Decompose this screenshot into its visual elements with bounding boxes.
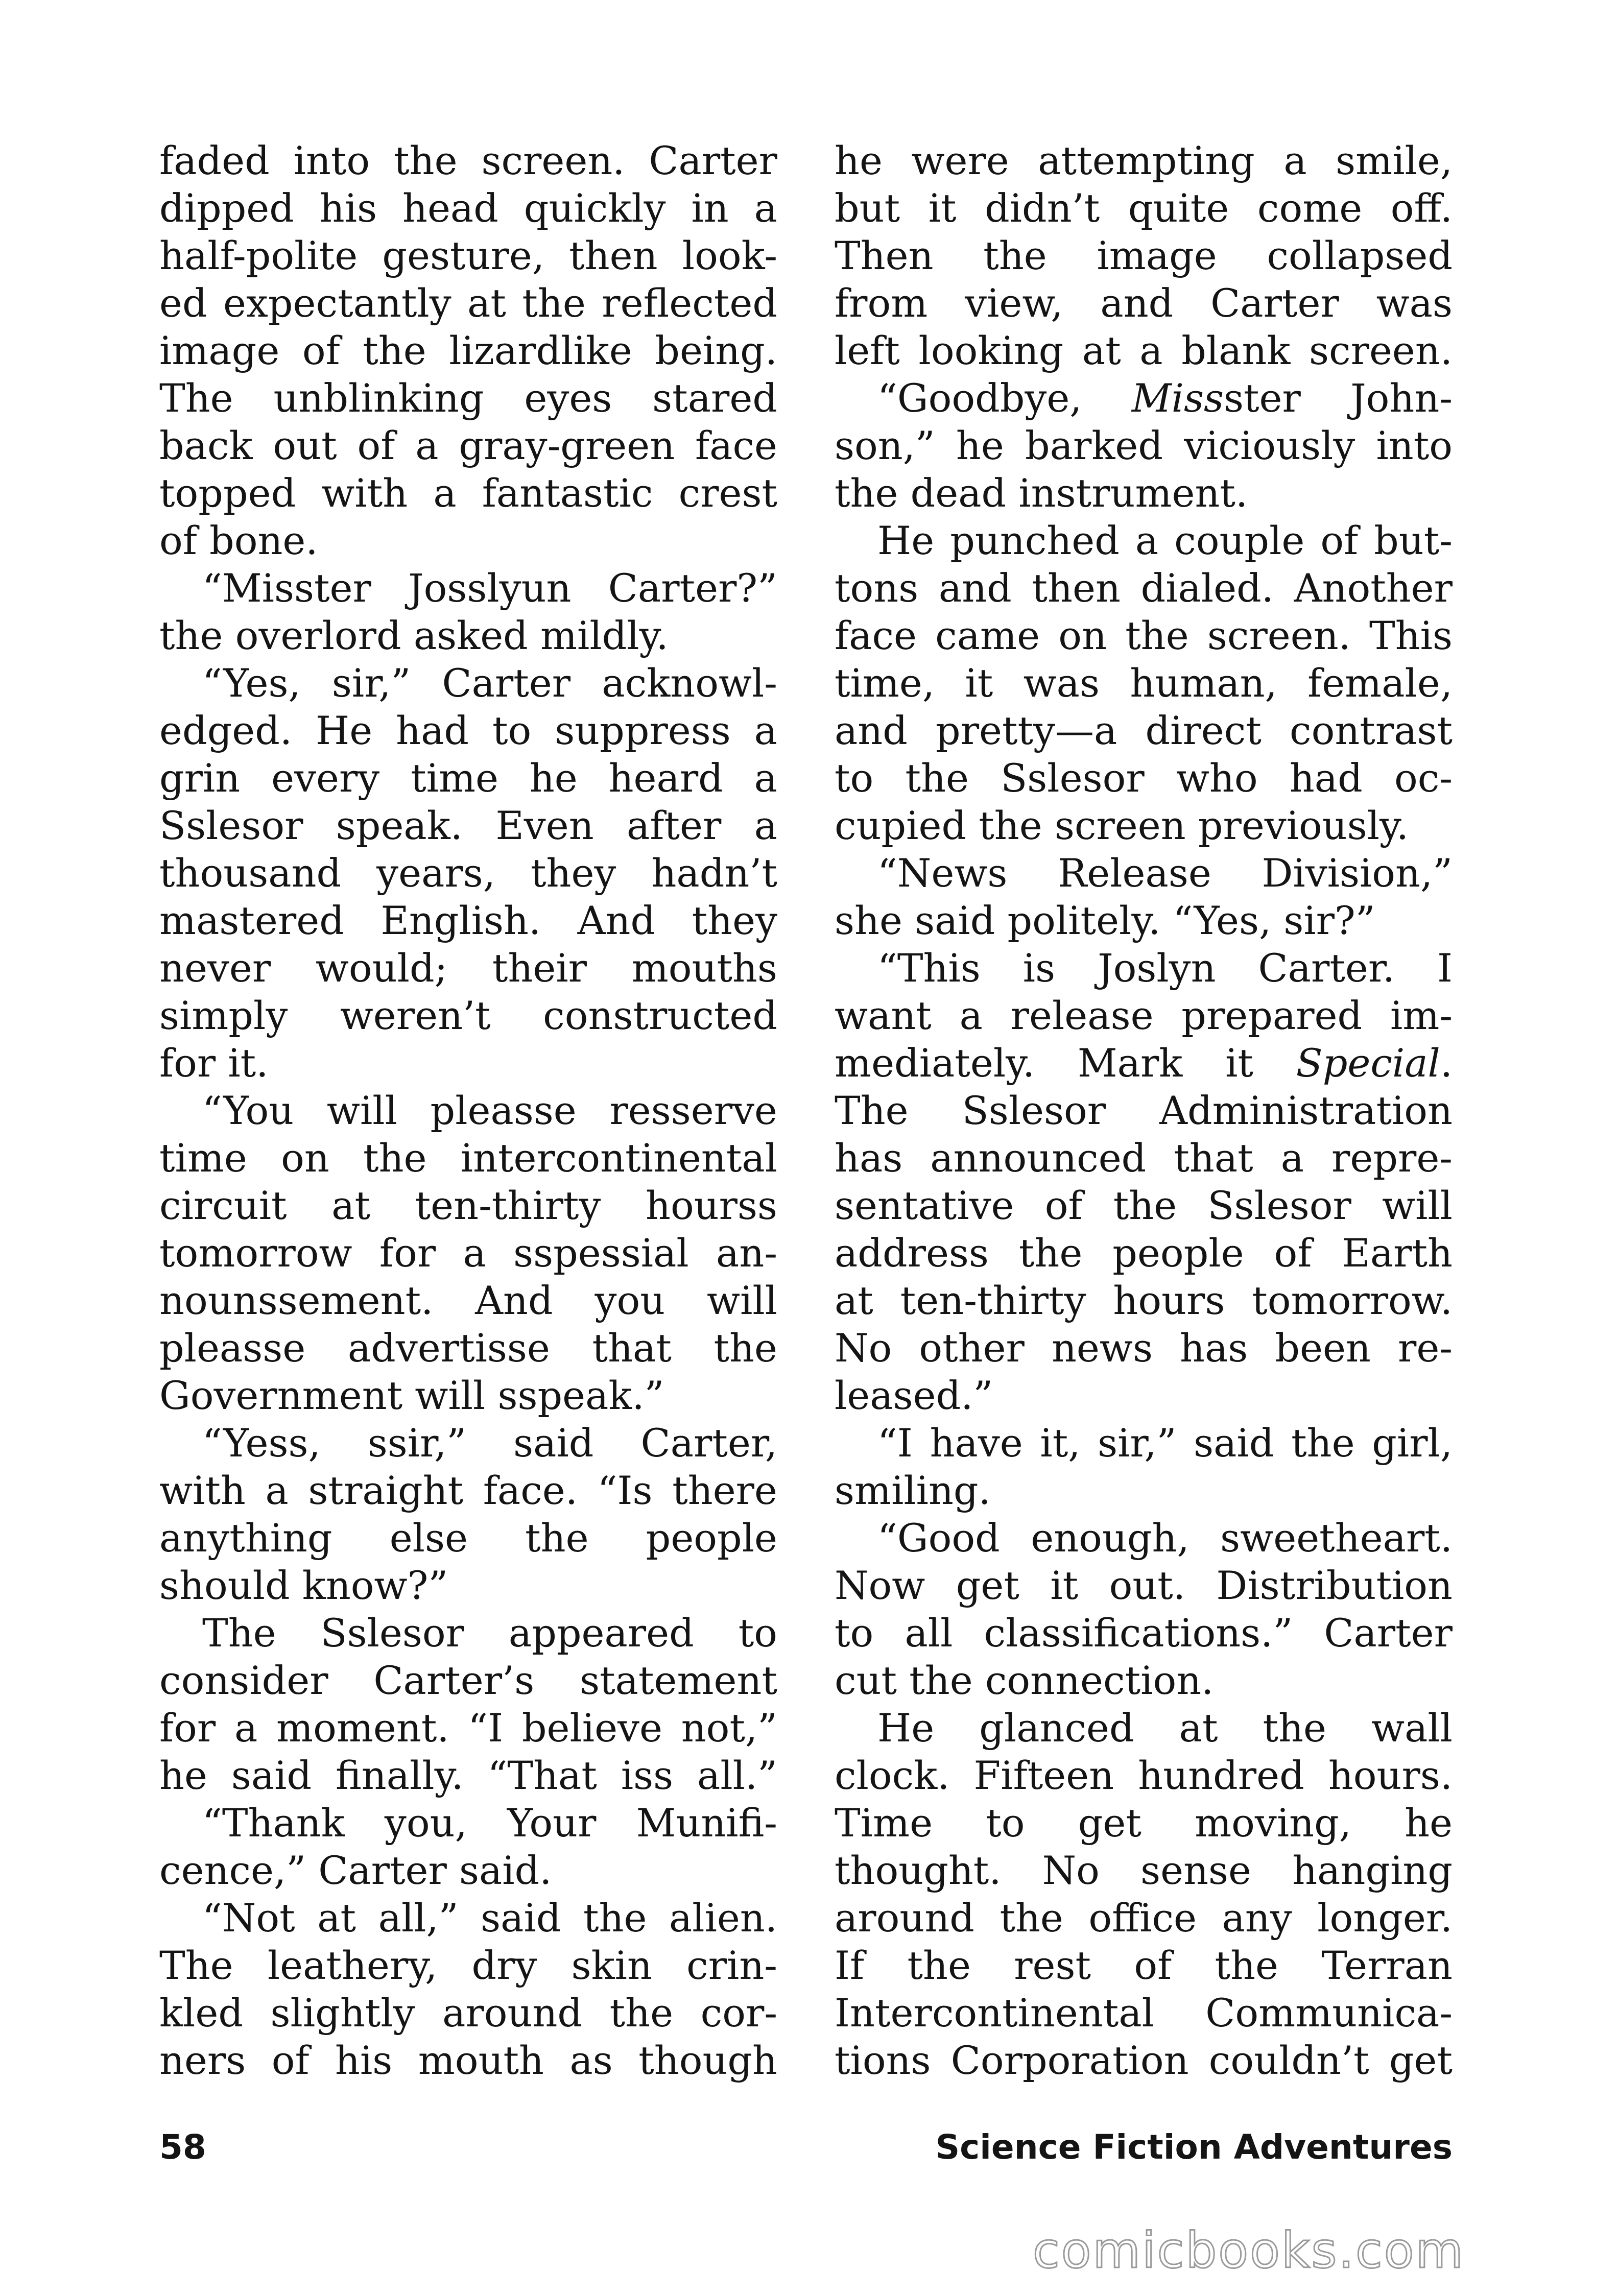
text-line: If the rest of the Terran [835, 1943, 1453, 1988]
text-line: tions Corporation couldn’t get [835, 2038, 1453, 2083]
text-line: grin every time he heard a [159, 755, 777, 801]
text-line: tons and then dialed. Another [835, 565, 1453, 611]
text-line: No other news has been re- [835, 1325, 1453, 1371]
text-line: “This is Joslyn Carter. I [877, 945, 1453, 991]
text-line: nounssement. And you will [159, 1278, 777, 1323]
text-line: cence,” Carter said. [159, 1848, 552, 1893]
text-line: the overlord asked mildly. [159, 613, 669, 658]
text-line: “I have it, sir,” said the girl, [877, 1420, 1453, 1466]
text-line: time on the intercontinental [159, 1135, 777, 1181]
text-line: he were attempting a smile, [835, 138, 1453, 183]
text-line: left looking at a blank screen. [835, 328, 1453, 373]
text-line: The unblinking eyes stared [159, 375, 777, 421]
text-line: circuit at ten-thirty hourss [159, 1183, 777, 1228]
text-line: and pretty—a direct contrast [835, 708, 1453, 753]
watermark: comicbooks.com [1032, 2222, 1465, 2279]
text-line: cut the connection. [835, 1658, 1214, 1703]
text-line: tomorrow for a sspessial an- [159, 1230, 777, 1276]
text-line: sentative of the Sslesor will [835, 1183, 1453, 1228]
text-line: for a moment. “I believe not,” [159, 1705, 777, 1751]
text-line: for it. [159, 1040, 269, 1086]
text-line: “Misster Josslyun Carter?” [202, 565, 777, 611]
text-line: The Sslesor Administration [835, 1088, 1453, 1133]
text-line: mastered English. And they [159, 898, 777, 943]
page-number: 58 [159, 2127, 206, 2167]
text-line: she said politely. “Yes, sir?” [835, 898, 1375, 943]
text-line: “Yes, sir,” Carter acknowl- [202, 660, 777, 706]
text-line: faded into the screen. Carter [159, 138, 777, 183]
right-text-column [835, 137, 1453, 2084]
text-line: at ten-thirty hours tomorrow. [835, 1278, 1453, 1323]
text-line: dipped his head quickly in a [159, 185, 777, 231]
text-line: with a straight face. “Is there [159, 1468, 777, 1513]
text-line: has announced that a repre- [835, 1135, 1453, 1181]
text-line: “Goodbye, Missster John- [877, 375, 1453, 421]
text-line: cupied the screen previously. [835, 803, 1409, 848]
running-title: Science Fiction Adventures [935, 2127, 1453, 2167]
text-line: want a release prepared im- [835, 993, 1453, 1038]
text-line: half-polite gesture, then look- [159, 233, 777, 278]
text-line: Intercontinental Communica- [835, 1990, 1453, 2036]
text-line: son,” he barked viciously into [835, 423, 1453, 468]
text-line: should know?” [159, 1563, 448, 1608]
text-line: clock. Fifteen hundred hours. [835, 1753, 1453, 1798]
text-line: he said finally. “That iss all.” [159, 1753, 777, 1798]
text-line: “Yess, ssir,” said Carter, [202, 1420, 777, 1466]
text-line: He glanced at the wall [877, 1705, 1453, 1751]
text-line: “Not at all,” said the alien. [202, 1895, 777, 1941]
text-line: He punched a couple of but- [877, 518, 1453, 563]
text-line: face came on the screen. This [835, 613, 1453, 658]
text-line: thousand years, they hadn’t [159, 850, 777, 896]
text-line: Then the image collapsed [835, 233, 1453, 278]
text-line: time, it was human, female, [835, 660, 1453, 706]
text-line: ed expectantly at the reflected [159, 280, 777, 326]
text-line: “Good enough, sweetheart. [877, 1515, 1453, 1561]
text-line: address the people of Earth [835, 1230, 1453, 1276]
text-line: leased.” [835, 1373, 993, 1418]
text-line: thought. No sense hanging [835, 1848, 1453, 1893]
text-line: anything else the people [159, 1515, 777, 1561]
text-line: “News Release Division,” [877, 850, 1453, 896]
text-line: of bone. [159, 518, 318, 563]
text-line: “Thank you, Your Munifi- [202, 1800, 777, 1846]
text-line: ners of his mouth as though [159, 2038, 777, 2083]
text-line: the dead instrument. [835, 470, 1248, 516]
text-line: Time to get moving, he [835, 1800, 1453, 1846]
text-line: The Sslesor appeared to [202, 1610, 777, 1656]
text-line: consider Carter’s statement [159, 1658, 777, 1703]
text-line: Government will sspeak.” [159, 1373, 664, 1418]
text-line: mediately. Mark it Special. [835, 1040, 1453, 1086]
text-line: smiling. [835, 1468, 991, 1513]
text-line: simply weren’t constructed [159, 993, 777, 1038]
text-line: “You will pleasse resserve [202, 1088, 777, 1133]
text-line: Now get it out. Distribution [835, 1563, 1453, 1608]
text-line: to the Sslesor who had oc- [835, 755, 1453, 801]
text-line: back out of a gray-green face [159, 423, 777, 468]
text-line: but it didn’t quite come off. [835, 185, 1453, 231]
left-text-column [159, 137, 777, 2084]
text-line: The leathery, dry skin crin- [159, 1943, 777, 1988]
text-line: pleasse advertisse that the [159, 1325, 777, 1371]
text-line: kled slightly around the cor- [159, 1990, 777, 2036]
text-line: to all classifications.” Carter [835, 1610, 1453, 1656]
text-line: edged. He had to suppress a [159, 708, 777, 753]
text-line: around the office any longer. [835, 1895, 1453, 1941]
text-line: Sslesor speak. Even after a [159, 803, 777, 848]
text-line: never would; their mouths [159, 945, 777, 991]
text-line: topped with a fantastic crest [159, 470, 777, 516]
text-line: from view, and Carter was [835, 280, 1453, 326]
text-line: image of the lizardlike being. [159, 328, 777, 373]
